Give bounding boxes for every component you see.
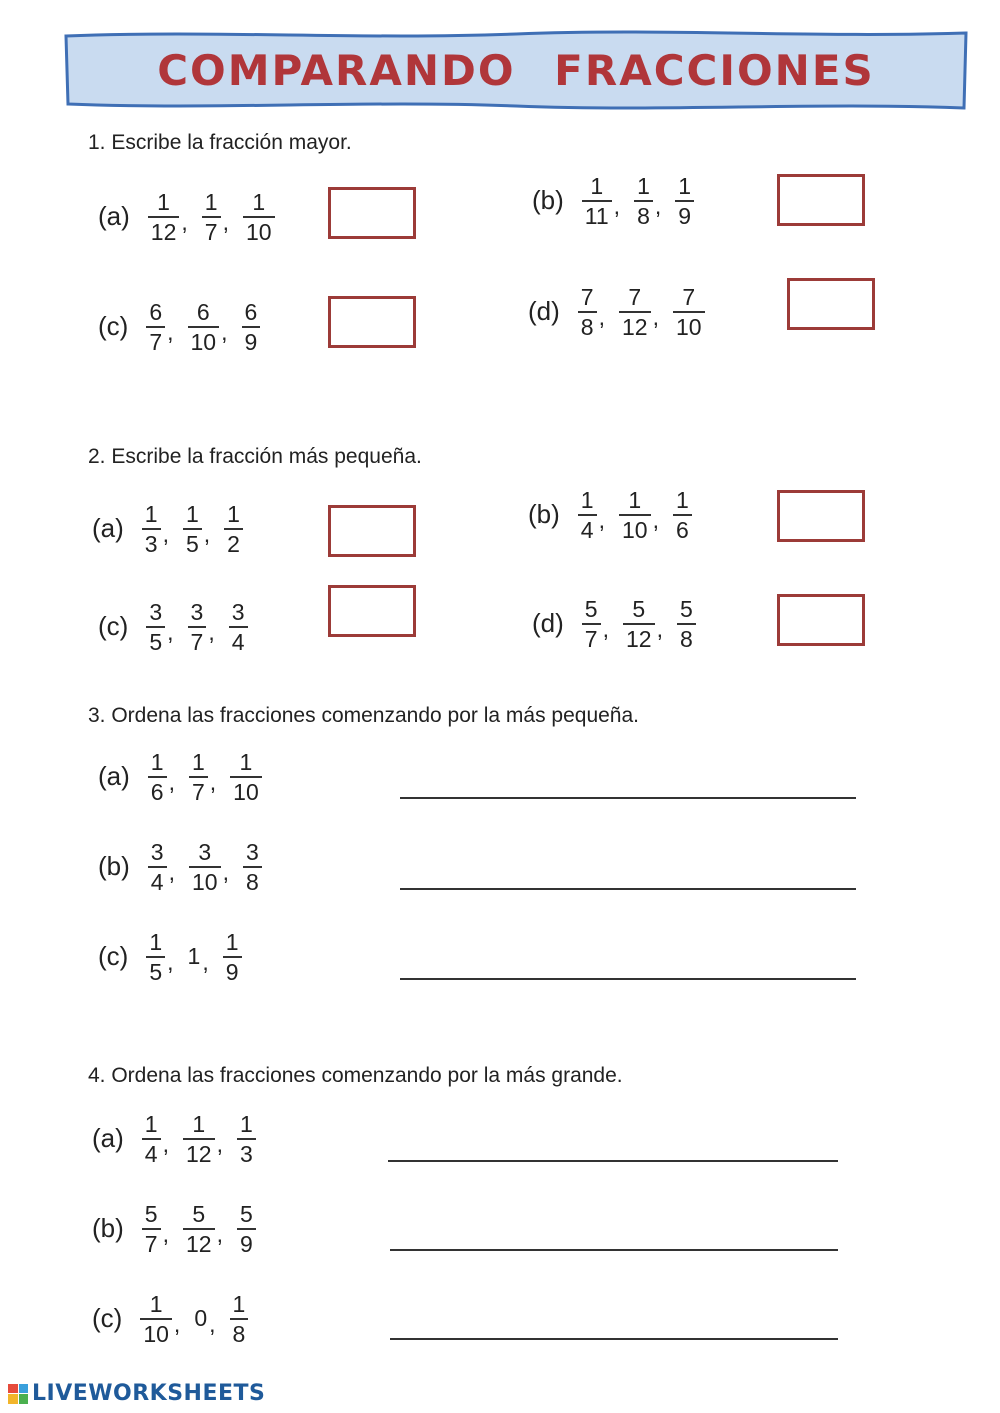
fraction-denominator: 12 <box>621 313 648 340</box>
fraction-numerator: 1 <box>239 749 253 775</box>
fraction-bar <box>146 626 165 628</box>
exercise-4-item <box>92 1202 256 1256</box>
fraction-bar <box>578 311 597 313</box>
fraction-bar <box>243 866 262 868</box>
fraction-bar <box>189 866 221 868</box>
comma: , <box>168 858 175 885</box>
fraction-bar <box>202 216 221 218</box>
fraction-bar <box>582 623 601 625</box>
fraction-numerator: 5 <box>239 1201 253 1227</box>
fraction-numerator: 3 <box>149 599 163 625</box>
fraction-numerator: 3 <box>245 839 259 865</box>
fraction-denominator: 7 <box>190 628 204 655</box>
fraction <box>183 1202 215 1256</box>
fraction-denominator: 7 <box>144 1230 158 1257</box>
fraction-bar <box>140 1318 172 1320</box>
fraction <box>229 600 248 654</box>
comma: , <box>652 303 659 330</box>
whole-number: 1 <box>187 943 201 970</box>
comma: , <box>222 208 229 235</box>
fraction-denominator: 9 <box>244 328 258 355</box>
fraction-denominator: 7 <box>149 328 163 355</box>
fraction <box>675 174 694 228</box>
fraction-numerator: 3 <box>231 599 245 625</box>
fraction-bar <box>623 623 655 625</box>
fraction <box>202 190 221 244</box>
comma: , <box>208 618 215 645</box>
fraction-numerator: 1 <box>157 189 170 215</box>
comma: , <box>209 1310 216 1337</box>
item-label: (c) <box>98 941 129 972</box>
exercise-1-item <box>532 174 694 228</box>
fraction <box>188 300 220 354</box>
exercise-2-item <box>528 488 692 542</box>
comma: , <box>167 618 174 645</box>
exercise-1-item <box>98 300 260 354</box>
answer-box[interactable] <box>328 585 416 637</box>
fraction-bar <box>619 311 651 313</box>
fraction-bar <box>673 514 692 516</box>
fraction-numerator: 1 <box>192 1111 206 1137</box>
item-label: (b) <box>532 185 564 216</box>
item-label: (a) <box>98 201 130 232</box>
item-label: (c) <box>92 1303 123 1334</box>
fraction-numerator: 1 <box>150 749 164 775</box>
fraction-numerator: 6 <box>149 299 163 325</box>
fraction-bar <box>189 776 208 778</box>
fraction-denominator: 12 <box>185 1140 212 1167</box>
fraction-bar <box>183 528 202 530</box>
fraction-numerator: 7 <box>628 284 642 310</box>
fraction <box>243 190 275 244</box>
item-label: (b) <box>98 851 130 882</box>
fraction-denominator: 4 <box>150 868 164 895</box>
exercise-2-item <box>532 597 696 651</box>
fraction-numerator: 1 <box>678 173 692 199</box>
comma: , <box>613 192 621 219</box>
fraction-bar <box>634 200 653 202</box>
exercise-3-item <box>98 930 242 984</box>
comma: , <box>167 318 174 345</box>
fraction-numerator: 1 <box>225 929 239 955</box>
answer-box[interactable] <box>328 296 416 348</box>
fraction-numerator: 1 <box>149 929 163 955</box>
answer-box[interactable] <box>787 278 875 330</box>
fraction-numerator: 1 <box>191 749 205 775</box>
answer-line[interactable] <box>400 978 856 980</box>
comma: , <box>209 768 217 795</box>
answer-box[interactable] <box>777 174 865 226</box>
fraction <box>142 502 161 556</box>
answer-line[interactable] <box>388 1160 838 1162</box>
fraction-bar <box>673 311 705 313</box>
fraction-denominator: 8 <box>245 868 259 895</box>
fraction-bar <box>237 1228 256 1230</box>
exercise-3-item <box>98 750 262 804</box>
fraction-numerator: 1 <box>149 1291 163 1317</box>
fraction-bar <box>188 326 220 328</box>
fraction <box>140 1292 172 1346</box>
fraction-bar <box>148 216 180 218</box>
fraction-numerator: 7 <box>682 284 696 310</box>
section-4-heading: 4. Ordena las fracciones comenzando por la más grande. <box>88 1064 623 1087</box>
exercise-1-item <box>528 285 705 339</box>
fraction-bar <box>188 626 207 628</box>
fraction-bar <box>224 528 243 530</box>
fraction-bar <box>230 1318 249 1320</box>
fraction <box>188 600 207 654</box>
fraction-bar <box>619 514 651 516</box>
item-label: (d) <box>532 608 564 639</box>
fraction-bar <box>229 626 248 628</box>
section-1-heading: 1. Escribe la fracción mayor. <box>88 131 352 154</box>
fraction <box>146 930 165 984</box>
item-label: (a) <box>92 1123 124 1154</box>
comma: , <box>162 1220 169 1247</box>
title-banner <box>64 30 968 110</box>
fraction <box>619 285 651 339</box>
fraction-bar <box>148 866 167 868</box>
fraction-bar <box>677 623 696 625</box>
fraction-numerator: 5 <box>584 596 598 622</box>
fraction-denominator: 10 <box>233 778 259 805</box>
fraction-bar <box>142 1138 161 1140</box>
fraction-denominator: 8 <box>679 625 693 652</box>
fraction-numerator: 1 <box>204 189 218 215</box>
fraction-denominator: 8 <box>232 1320 246 1347</box>
fraction-numerator: 1 <box>628 487 642 513</box>
exercise-2-item <box>92 502 243 556</box>
fraction-numerator: 1 <box>637 173 650 199</box>
fraction <box>142 1112 161 1166</box>
fraction-denominator: 4 <box>144 1140 158 1167</box>
fraction <box>189 840 221 894</box>
fraction-denominator: 7 <box>584 625 598 652</box>
item-label: (b) <box>528 499 560 530</box>
fraction-numerator: 6 <box>196 299 210 325</box>
item-label: (b) <box>92 1213 124 1244</box>
section-3-heading: 3. Ordena las fracciones comenzando por la más pequeña. <box>88 704 639 727</box>
answer-box[interactable] <box>328 505 416 557</box>
brand-name: LIVEWORKSHEETS <box>32 1381 266 1406</box>
fraction-bar <box>578 514 597 516</box>
fraction <box>146 300 165 354</box>
comma: , <box>216 1130 223 1157</box>
fraction-bar <box>146 956 165 958</box>
comma: , <box>202 948 209 975</box>
fraction-numerator: 5 <box>679 596 693 622</box>
answer-box[interactable] <box>777 490 865 542</box>
item-label: (c) <box>98 611 129 642</box>
fraction-numerator: 1 <box>144 1111 158 1137</box>
fraction-denominator: 12 <box>185 1230 212 1257</box>
fraction <box>677 597 696 651</box>
fraction <box>237 1202 256 1256</box>
fraction-bar <box>223 956 242 958</box>
answer-line[interactable] <box>390 1249 838 1251</box>
fraction-denominator: 10 <box>191 868 218 895</box>
fraction <box>189 750 208 804</box>
fraction-denominator: 9 <box>225 958 239 985</box>
fraction <box>673 488 692 542</box>
fraction-numerator: 7 <box>580 284 594 310</box>
fraction-bar <box>230 776 262 778</box>
fraction-bar <box>142 528 161 530</box>
fraction-numerator: 1 <box>252 189 266 215</box>
fraction <box>619 488 651 542</box>
comma: , <box>216 1220 223 1247</box>
answer-box[interactable] <box>777 594 865 646</box>
fraction-denominator: 5 <box>149 958 163 985</box>
comma: , <box>598 506 605 533</box>
fraction <box>673 285 705 339</box>
comma: , <box>203 520 211 547</box>
fraction-denominator: 3 <box>144 530 158 557</box>
fraction-numerator: 1 <box>675 487 689 513</box>
fraction <box>148 190 180 244</box>
fraction-numerator: 1 <box>590 173 604 199</box>
fraction-denominator: 10 <box>143 1320 169 1347</box>
fraction-bar <box>183 1138 215 1140</box>
fraction <box>148 840 167 894</box>
comma: , <box>598 303 605 330</box>
fraction <box>623 597 655 651</box>
item-label: (a) <box>92 513 124 544</box>
fraction-denominator: 10 <box>675 313 702 340</box>
fraction-numerator: 5 <box>632 596 646 622</box>
fraction-denominator: 12 <box>150 218 177 245</box>
exercise-4-item <box>92 1292 248 1346</box>
comma: , <box>162 520 169 547</box>
fraction-bar <box>243 216 275 218</box>
fraction-numerator: 1 <box>239 1111 253 1137</box>
fraction-bar <box>237 1138 256 1140</box>
section-2-heading: 2. Escribe la fracción más pequeña. <box>88 445 422 468</box>
fraction-numerator: 3 <box>190 599 204 625</box>
fraction-denominator: 8 <box>637 202 650 229</box>
fraction <box>578 488 597 542</box>
fraction-numerator: 3 <box>198 839 212 865</box>
item-label: (d) <box>528 296 560 327</box>
comma: , <box>181 208 188 235</box>
fraction-numerator: 1 <box>185 501 199 527</box>
fraction <box>230 1292 249 1346</box>
fraction-numerator: 1 <box>227 501 240 527</box>
comma: , <box>654 192 662 219</box>
fraction <box>183 1112 215 1166</box>
comma: , <box>602 615 609 642</box>
fraction-denominator: 7 <box>204 218 218 245</box>
fraction-numerator: 5 <box>192 1201 206 1227</box>
fraction <box>230 750 262 804</box>
fraction-bar <box>242 326 261 328</box>
fraction-denominator: 2 <box>227 530 240 557</box>
answer-line[interactable] <box>390 1338 838 1340</box>
exercise-2-item <box>98 600 248 654</box>
fraction-bar <box>183 1228 215 1230</box>
fraction-denominator: 11 <box>584 202 609 229</box>
fraction <box>183 502 202 556</box>
fraction <box>146 600 165 654</box>
comma: , <box>221 318 228 345</box>
fraction <box>148 750 167 804</box>
fraction-numerator: 3 <box>150 839 164 865</box>
footer <box>8 1381 265 1406</box>
fraction-denominator: 4 <box>580 516 594 543</box>
fraction-bar <box>675 200 694 202</box>
fraction-denominator: 8 <box>580 313 594 340</box>
page-title: COMPARANDO FRACCIONES <box>157 45 875 95</box>
item-label: (c) <box>98 311 129 342</box>
fraction-denominator: 3 <box>239 1140 253 1167</box>
fraction-denominator: 10 <box>621 516 648 543</box>
answer-box[interactable] <box>328 187 416 239</box>
fraction-denominator: 6 <box>150 778 164 805</box>
fraction-bar <box>146 326 165 328</box>
fraction-denominator: 7 <box>191 778 205 805</box>
fraction-numerator: 1 <box>580 487 594 513</box>
fraction-bar <box>582 200 612 202</box>
fraction <box>243 840 262 894</box>
answer-line[interactable] <box>400 797 856 799</box>
fraction-denominator: 12 <box>625 625 652 652</box>
liveworksheets-logo-icon <box>8 1384 28 1404</box>
fraction <box>634 174 653 228</box>
fraction-denominator: 4 <box>231 628 245 655</box>
exercise-4-item <box>92 1112 256 1166</box>
exercise-1-item <box>98 190 275 244</box>
fraction-denominator: 6 <box>675 516 689 543</box>
item-label: (a) <box>98 761 130 792</box>
fraction-denominator: 10 <box>190 328 217 355</box>
fraction <box>224 502 243 556</box>
fraction-denominator: 5 <box>149 628 163 655</box>
comma: , <box>652 506 659 533</box>
fraction-numerator: 5 <box>144 1201 158 1227</box>
whole-number: 0 <box>194 1305 208 1332</box>
fraction <box>237 1112 256 1166</box>
comma: , <box>167 948 174 975</box>
fraction-numerator: 1 <box>232 1291 246 1317</box>
answer-line[interactable] <box>400 888 856 890</box>
fraction <box>242 300 261 354</box>
fraction-denominator: 10 <box>245 218 272 245</box>
fraction <box>142 1202 161 1256</box>
fraction-denominator: 5 <box>185 530 199 557</box>
comma: , <box>168 768 175 795</box>
comma: , <box>656 615 663 642</box>
fraction <box>582 597 601 651</box>
fraction-bar <box>142 1228 161 1230</box>
fraction-bar <box>148 776 167 778</box>
fraction <box>578 285 597 339</box>
fraction <box>223 930 242 984</box>
comma: , <box>222 858 229 885</box>
comma: , <box>173 1310 181 1337</box>
exercise-3-item <box>98 840 262 894</box>
fraction-numerator: 1 <box>144 501 158 527</box>
comma: , <box>162 1130 169 1157</box>
fraction-numerator: 6 <box>244 299 258 325</box>
fraction-denominator: 9 <box>239 1230 253 1257</box>
fraction <box>582 174 612 228</box>
fraction-denominator: 9 <box>678 202 692 229</box>
